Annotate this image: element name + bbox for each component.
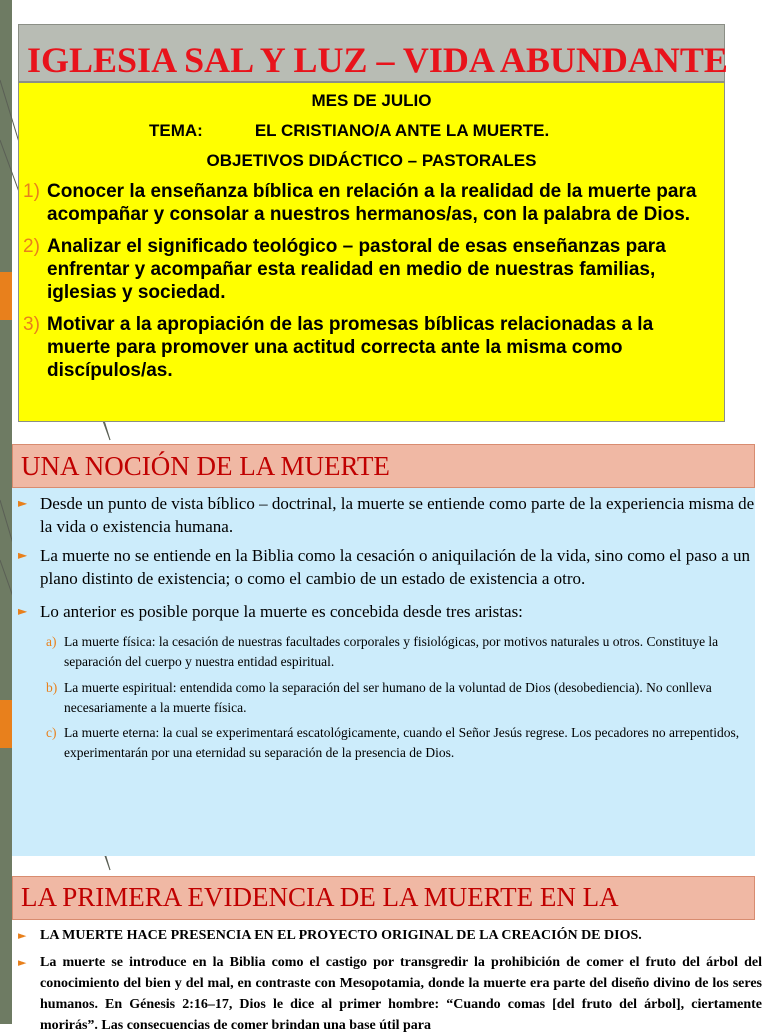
objective-item bbox=[23, 180, 713, 226]
bullet-item bbox=[18, 544, 758, 590]
bullet-item bbox=[18, 492, 758, 538]
objective-number: 2) bbox=[23, 236, 40, 257]
tema-label: TEMA: bbox=[149, 121, 203, 140]
slide2-title-bar bbox=[12, 444, 755, 488]
arrow-bullet-icon: ► bbox=[18, 956, 27, 969]
bullet-item bbox=[18, 925, 762, 946]
objective-number: 1) bbox=[23, 181, 40, 202]
slide1-title: IGLESIA SAL Y LUZ – VIDA ABUNDANTE bbox=[27, 40, 728, 80]
slide2-title: UNA NOCIÓN DE LA MUERTE bbox=[21, 451, 390, 481]
objective-text: Conocer la enseñanza bíblica en relación a la realidad de la muerte para acompañar y consolar a nuestros hermanos/as, con la palabra de Dios. bbox=[47, 181, 697, 225]
sub-item-text: La muerte espiritual: entendida como la separación del ser humano de la voluntad de Dios (desobediencia). No conlleva necesariamente a la muerte física. bbox=[64, 680, 712, 715]
arrow-bullet-icon: ► bbox=[18, 604, 28, 618]
slide2-content bbox=[12, 488, 755, 856]
sub-item-text: La muerte eterna: la cual se experimentará escatológicamente, cuando el Señor Jesús regrese. Los pecadores no arrepentidos, experimentarán por una eternidad su separación de la presencia de Dios. bbox=[64, 725, 740, 760]
bullet-text: La muerte se introduce en la Biblia como el castigo por transgredir la prohibición de comer el fruto del árbol del conocimiento del bien y del mal, en contraste con Mesopotamia, donde la muerte era parte del diseño divino de los seres humanos. En Génesis 2:16–17, Dios le dice al primer hombre: “Cuando comas [del fruto del árbol], ciertamente morirás”. Las consecuencias de comer brindan una base útil para bbox=[40, 955, 762, 1033]
bullet-text: Desde un punto de vista bíblico – doctrinal, la muerte se entiende como parte de la experiencia misma de la vida o existencia humana. bbox=[40, 494, 755, 536]
bullet-item bbox=[18, 600, 758, 623]
slide3-title: LA PRIMERA EVIDENCIA DE LA MUERTE EN LA bbox=[21, 882, 619, 912]
sub-item-letter: a) bbox=[46, 634, 57, 649]
bullet-text: Lo anterior es posible porque la muerte es concebida desde tres aristas: bbox=[40, 602, 523, 621]
sub-item-letter: c) bbox=[46, 725, 57, 740]
arrow-bullet-icon: ► bbox=[18, 548, 28, 562]
sub-item-text: La muerte física: la cesación de nuestras facultades corporales y fisiológicas, por motivos naturales u otros. Constituye la separación del cuerpo y nuestra entidad espiritual. bbox=[64, 634, 719, 669]
arrow-bullet-icon: ► bbox=[18, 929, 27, 942]
bullet-text: LA MUERTE HACE PRESENCIA EN EL PROYECTO ORIGINAL DE LA CREACIÓN DE DIOS. bbox=[40, 928, 642, 943]
slide3-title-bar bbox=[12, 876, 755, 920]
tema-value: EL CRISTIANO/A ANTE LA MUERTE. bbox=[254, 121, 550, 140]
objective-text: Motivar a la apropiación de las promesas bíblicas relacionadas a la muerte para promover una actitud correcta ante la misma como discípulos/as. bbox=[47, 314, 654, 381]
objective-item bbox=[23, 313, 713, 382]
month-label: MES DE JULIO bbox=[311, 91, 432, 110]
slide3-content bbox=[12, 920, 768, 1033]
sub-item bbox=[46, 678, 746, 718]
tema-line bbox=[149, 121, 549, 141]
sub-item bbox=[46, 723, 746, 763]
sub-item-letter: b) bbox=[46, 680, 58, 695]
objective-text: Analizar el significado teológico – pastoral de esas enseñanzas para enfrentar y acompañar esta realidad en medio de nuestras familias, iglesias y sociedad. bbox=[47, 236, 666, 303]
arrow-bullet-icon: ► bbox=[18, 496, 28, 510]
slide1-content bbox=[18, 82, 725, 422]
objectives-heading: OBJETIVOS DIDÁCTICO – PASTORALES bbox=[206, 151, 537, 170]
objective-number: 3) bbox=[23, 314, 40, 335]
slide1-title-bar bbox=[18, 24, 728, 82]
objective-item bbox=[23, 235, 713, 304]
bullet-text: La muerte no se entiende en la Biblia como la cesación o aniquilación de la vida, sino como el paso a un plano distinto de existencia; o como el cambio de un estado de existencia a otro. bbox=[40, 546, 750, 588]
sub-item bbox=[46, 632, 746, 672]
bullet-item bbox=[18, 952, 762, 1036]
